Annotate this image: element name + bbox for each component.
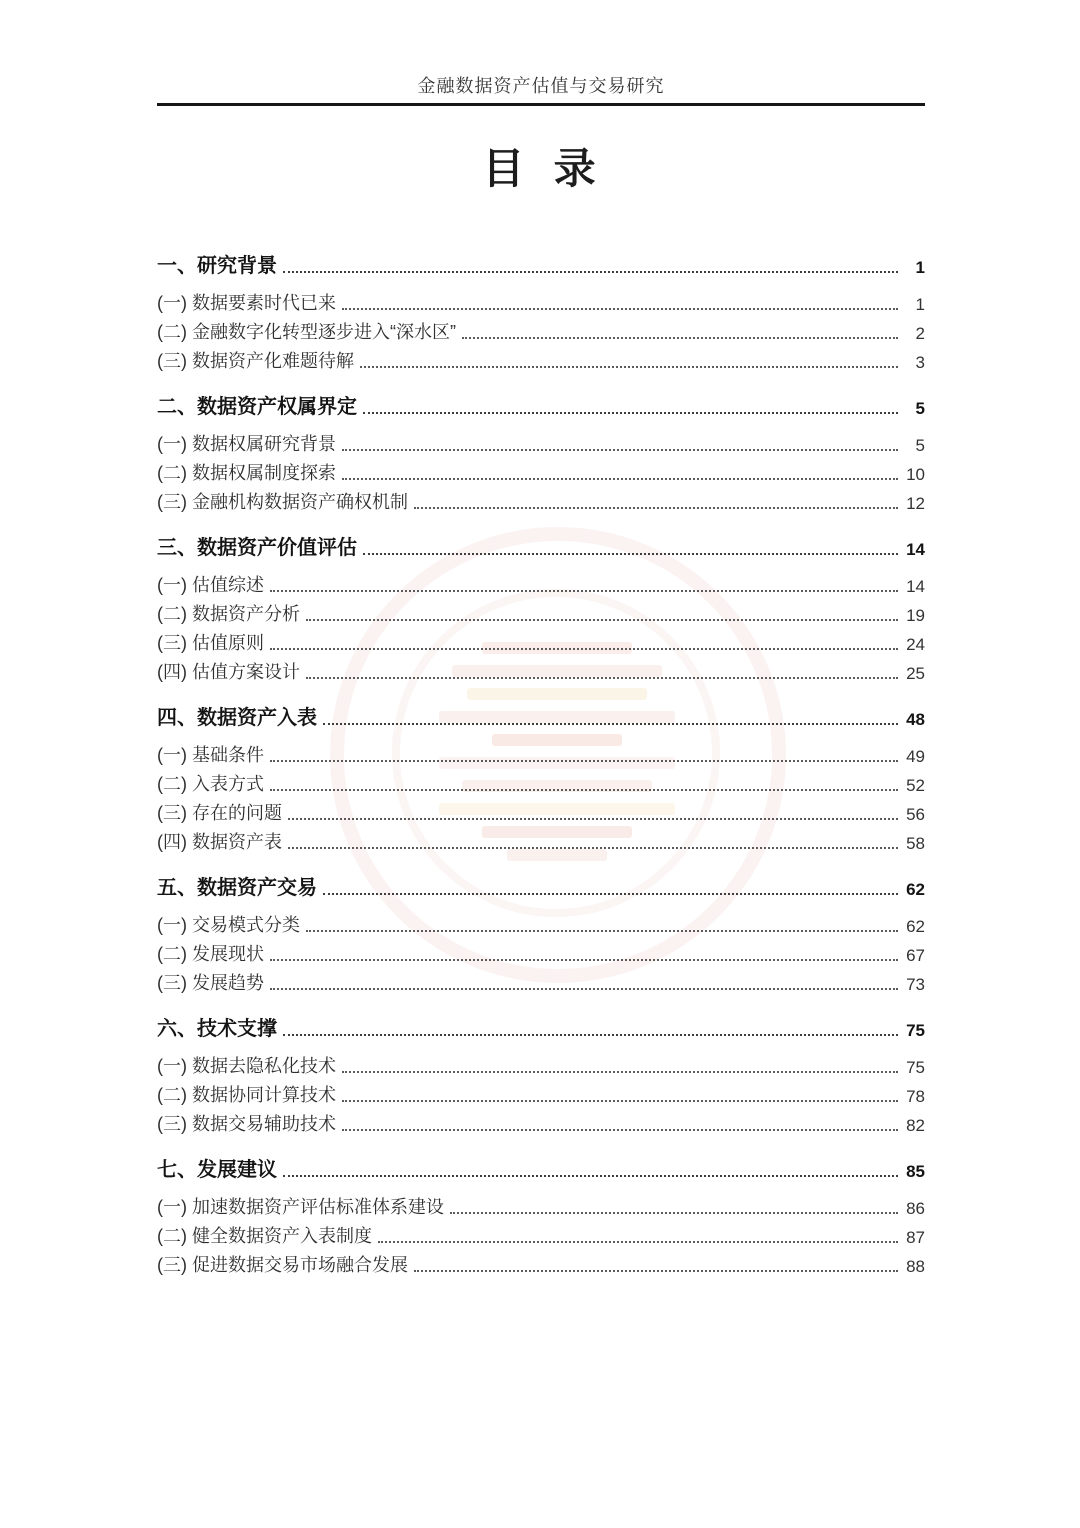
toc-item-page-number: 49 bbox=[906, 747, 925, 766]
toc-chapter-page-number: 5 bbox=[915, 399, 925, 418]
toc-chapter-page-number: 62 bbox=[906, 880, 925, 899]
toc-chapter-page-number: 75 bbox=[906, 1021, 925, 1040]
toc-item-row bbox=[157, 937, 925, 966]
toc-item-page-number: 14 bbox=[906, 577, 925, 596]
toc-item-label: (二) 数据权属制度探索 bbox=[157, 463, 336, 483]
dot-leader bbox=[270, 789, 898, 791]
dot-leader bbox=[378, 1241, 898, 1243]
dot-leader bbox=[270, 988, 898, 990]
toc-chapter-label: 五、数据资产交易 bbox=[157, 877, 317, 899]
dot-leader bbox=[288, 847, 898, 849]
toc-chapter-row bbox=[157, 247, 925, 278]
toc-item-label: (三) 金融机构数据资产确权机制 bbox=[157, 492, 408, 512]
toc-chapter-page-number: 48 bbox=[906, 710, 925, 729]
toc-item-page-number: 86 bbox=[906, 1199, 925, 1218]
toc-item-row bbox=[157, 1107, 925, 1136]
toc-chapter-row bbox=[157, 869, 925, 900]
toc-item-label: (四) 数据资产表 bbox=[157, 832, 282, 852]
toc-item-page-number: 25 bbox=[906, 664, 925, 683]
dot-leader bbox=[306, 677, 898, 679]
dot-leader bbox=[342, 1071, 898, 1073]
toc-chapter-label: 六、技术支撑 bbox=[157, 1018, 277, 1040]
page-title: 目 录 bbox=[482, 145, 598, 192]
dot-leader bbox=[363, 412, 898, 414]
toc-item-row bbox=[157, 796, 925, 825]
toc-item-row bbox=[157, 767, 925, 796]
toc-item-row bbox=[157, 344, 925, 373]
toc-item-label: (四) 估值方案设计 bbox=[157, 662, 300, 682]
toc-item-page-number: 82 bbox=[906, 1116, 925, 1135]
toc-chapter-page-number: 14 bbox=[906, 540, 925, 559]
toc-item-page-number: 10 bbox=[906, 465, 925, 484]
toc-item-page-number: 52 bbox=[906, 776, 925, 795]
toc-item-page-number: 58 bbox=[906, 834, 925, 853]
dot-leader bbox=[342, 308, 898, 310]
toc-item-row bbox=[157, 597, 925, 626]
toc-item-page-number: 3 bbox=[915, 353, 925, 372]
dot-leader bbox=[414, 507, 898, 509]
toc-item-row bbox=[157, 1049, 925, 1078]
toc-item-label: (二) 金融数字化转型逐步进入“深水区” bbox=[157, 322, 456, 342]
toc-chapter-row bbox=[157, 388, 925, 419]
toc-item-label: (一) 数据要素时代已来 bbox=[157, 293, 336, 313]
toc-list bbox=[157, 247, 925, 1277]
toc-item-page-number: 56 bbox=[906, 805, 925, 824]
dot-leader bbox=[306, 619, 898, 621]
toc-chapter-row bbox=[157, 1010, 925, 1041]
toc-item-page-number: 12 bbox=[906, 494, 925, 513]
toc-item-row bbox=[157, 1190, 925, 1219]
dot-leader bbox=[283, 271, 898, 273]
toc-item-label: (一) 估值综述 bbox=[157, 575, 264, 595]
toc-item-row bbox=[157, 908, 925, 937]
dot-leader bbox=[342, 1100, 898, 1102]
toc-item-row bbox=[157, 1219, 925, 1248]
toc-chapter-row bbox=[157, 1151, 925, 1182]
toc-item-page-number: 2 bbox=[915, 324, 925, 343]
running-head-title: 金融数据资产估值与交易研究 bbox=[417, 76, 665, 96]
dot-leader bbox=[270, 959, 898, 961]
toc-item-page-number: 73 bbox=[906, 975, 925, 994]
toc-chapter-label: 三、数据资产价值评估 bbox=[157, 537, 357, 559]
toc-item-row bbox=[157, 456, 925, 485]
toc-item-row bbox=[157, 738, 925, 767]
toc-item-page-number: 78 bbox=[906, 1087, 925, 1106]
toc-item-row bbox=[157, 485, 925, 514]
dot-leader bbox=[270, 648, 898, 650]
toc-item-row bbox=[157, 286, 925, 315]
toc-item-row bbox=[157, 966, 925, 995]
toc-item-row bbox=[157, 315, 925, 344]
toc-item-page-number: 1 bbox=[915, 295, 925, 314]
toc-chapter-label: 四、数据资产入表 bbox=[157, 707, 317, 729]
toc-item-label: (二) 入表方式 bbox=[157, 774, 264, 794]
dot-leader bbox=[363, 553, 898, 555]
toc-item-label: (三) 数据资产化难题待解 bbox=[157, 351, 354, 371]
toc-item-label: (二) 健全数据资产入表制度 bbox=[157, 1226, 372, 1246]
toc-item-row bbox=[157, 568, 925, 597]
toc-item-label: (一) 数据去隐私化技术 bbox=[157, 1056, 336, 1076]
toc-chapter-row bbox=[157, 529, 925, 560]
toc-item-page-number: 67 bbox=[906, 946, 925, 965]
toc-item-row bbox=[157, 825, 925, 854]
toc-item-label: (三) 估值原则 bbox=[157, 633, 264, 653]
toc-item-label: (一) 数据权属研究背景 bbox=[157, 434, 336, 454]
toc-item-page-number: 5 bbox=[915, 436, 925, 455]
toc-item-label: (一) 交易模式分类 bbox=[157, 915, 300, 935]
dot-leader bbox=[360, 366, 898, 368]
toc-item-page-number: 87 bbox=[906, 1228, 925, 1247]
header-rule bbox=[157, 103, 925, 106]
toc-chapter-row bbox=[157, 699, 925, 730]
toc-item-label: (三) 发展趋势 bbox=[157, 973, 264, 993]
dot-leader bbox=[342, 1129, 898, 1131]
toc-item-label: (三) 促进数据交易市场融合发展 bbox=[157, 1255, 408, 1275]
dot-leader bbox=[323, 723, 898, 725]
dot-leader bbox=[283, 1175, 898, 1177]
dot-leader bbox=[450, 1212, 898, 1214]
dot-leader bbox=[342, 478, 898, 480]
dot-leader bbox=[323, 893, 898, 895]
toc-item-label: (三) 数据交易辅助技术 bbox=[157, 1114, 336, 1134]
toc-item-page-number: 24 bbox=[906, 635, 925, 654]
dot-leader bbox=[342, 449, 898, 451]
toc-chapter-label: 一、研究背景 bbox=[157, 255, 277, 277]
dot-leader bbox=[270, 760, 898, 762]
toc-item-label: (一) 加速数据资产评估标准体系建设 bbox=[157, 1197, 444, 1217]
toc-item-label: (三) 存在的问题 bbox=[157, 803, 282, 823]
page-header bbox=[157, 72, 925, 106]
dot-leader bbox=[462, 337, 898, 339]
toc-item-page-number: 88 bbox=[906, 1257, 925, 1276]
dot-leader bbox=[270, 590, 898, 592]
toc-item-row bbox=[157, 1078, 925, 1107]
toc-item-page-number: 19 bbox=[906, 606, 925, 625]
dot-leader bbox=[306, 930, 898, 932]
toc-item-row bbox=[157, 655, 925, 684]
toc-item-label: (一) 基础条件 bbox=[157, 745, 264, 765]
toc-item-label: (二) 数据资产分析 bbox=[157, 604, 300, 624]
toc-chapter-page-number: 85 bbox=[906, 1162, 925, 1181]
toc-item-row bbox=[157, 1248, 925, 1277]
toc-chapter-page-number: 1 bbox=[915, 258, 925, 277]
toc-item-row bbox=[157, 427, 925, 456]
toc-chapter-label: 七、发展建议 bbox=[157, 1159, 277, 1181]
toc-item-label: (二) 数据协同计算技术 bbox=[157, 1085, 336, 1105]
dot-leader bbox=[414, 1270, 898, 1272]
toc-item-row bbox=[157, 626, 925, 655]
toc-item-label: (二) 发展现状 bbox=[157, 944, 264, 964]
toc-chapter-label: 二、数据资产权属界定 bbox=[157, 396, 357, 418]
toc-item-page-number: 62 bbox=[906, 917, 925, 936]
dot-leader bbox=[288, 818, 898, 820]
toc-item-page-number: 75 bbox=[906, 1058, 925, 1077]
dot-leader bbox=[283, 1034, 898, 1036]
